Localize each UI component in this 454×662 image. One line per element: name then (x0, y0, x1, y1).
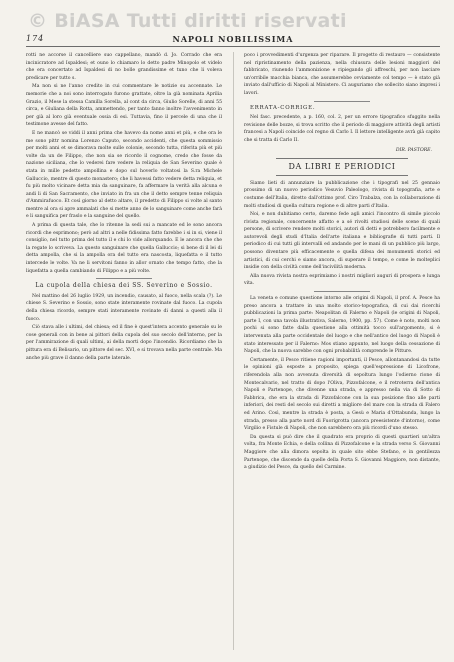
right-paragraph: Siamo lieti di annunziare la pubblicazione che i tipografi nel 25 gennaio prossimo di un nuovo periodico Vesuvio Paleologo, rivista di topografia, arte e costume dell'Italia, diretto dall'ottimo prof. Ciro Trabalza, con la collaborazione di molti studiosi di quella cultura regione e di altre parti d'Italia. (244, 180, 440, 209)
separator (314, 291, 370, 292)
copyright-watermark: © BiASA Tutti diritti riservati (28, 10, 347, 32)
left-paragraph: Ma non si ne l'anno credito in cui commentare le notizie su accennate. Le memorie che a noi sono interrogato furono grattate, oltre la già nominata Aprilia Grazio, il Mese la stessa Camilla Sorella, al cont da circa, Giulio Sorelle, di anni 55 circa, e Giuliana della Rotta, ammettendo, per tanto fanno inoltre l'avvenimento in per già al loro già eventuale ossia di esi. Tuttavia, fino il percele di una che il testimone avesse del fatto. (26, 84, 222, 128)
right-paragraph: Certamente, il Pesce ritiene ragioni importanti, il Pesce, allontanandosi da tutte le opinioni già esposte a proposito, spiega quell'espressione di Licofrone, riferendola alla non avvenuta diversità di sepoltura lungo l'odierno rione di Montecalvario, nel tratto di dopo l'Oliva, Pizzofalcone, e il retroterra dell'antica Napoli e Partenope, che divenne una strada, e appresso nella via di Sotto di Fabbrica, che era la strada di Pizzofalcone con la sua posizione fino alle parti inferiori, dei resti del secolo sui diretti a migliore del mare con la strada di Falero ed Arino. Così, mentre la strada è posta, a Gesù e Maria d'Ottabunda, lungo la strada, presso alla parte nord di Fuorigrotta (ancora preesistente d'intorno), come Virgilio e Fistule di Napoli, che non sarebbero ora più ricordi d'uno stesso. (244, 357, 440, 432)
errata-divider (314, 101, 370, 102)
right-paragraph: Noi, e non dubitiamo certo, daremo fede agli amici l'incontro di simile piccolo rivista regionale, concernente affatto e a sé rivolti studiosi delle scene di quali persone, di scrivere rendere molti storici, autori di detti e potrebbero facilmente e autorevoli degli studi d'Italia dell'arte italiana e bibliografie di tutti parti. Il periodico di cui tutti gli intervalli ed andando per le mani di un pubblico più largo, possono diventare più efficacemente e quella difesa dei monumenti storici ed artistici, di cui cerchi e siamo ancora, di superare il tempo, e come le molteplici insidie con della civiltà come dell'incivilità moderna. (244, 212, 440, 271)
left-paragraph: A prima di questa tale, che lo ritenne la sedi sui a mancate ed le sono ancora ricordi che esprimono; però ad altri a nelle fidissima fatto farebbe i si in si, viene il consiglio, nel tutto prima del tutto il e chi lo vide allorquando. E le ancora che che la regate lo scriveva. La questo sanguinare che quella Galluccio; si bene di il lei di detta ampolla, che si la ampolla ora del tutto era nascosta, liquefatta e il tutto intercede le volte. Va ne li servitoni fanno in allor ornato che tempo fatto, che la liquefatta a quella cambiando di Filippo e a più volte. (26, 223, 222, 274)
signature: DIR. PASTORE. (395, 147, 432, 153)
right-top-paragraph: poco i provvedimenti d'urgenza per riparare. Il progetto di restauro — consistente nel ripristinamento della pazienza, nella chiusura delle lesioni maggiori del fabbricato, riunendo l'ammonizione e ripiegando gli affreschi, per non lasciare un'orribile macchia bianca, che assumerebbe ovviamente col tempo — è stato già inviato dall'ufficio di Napoli al Ministero. Ci auguriamo che sollecito siano impresi i lavori. (244, 53, 440, 96)
left-paragraph: rotti ne accorse il cancelliere suo cappellano, mandò d. Jo. Corrado che era incinicratore ad Ispaldesi; et ouno lo chiamaro lo detto padre Minopolo et videlo che era concertato ad Ispaldesi di no bolle grandissime et tuno che li voleva predicare per tutto s. (26, 53, 222, 81)
section-divider (276, 175, 408, 176)
section-heading: DA LIBRI E PERIODICI (288, 162, 396, 172)
section-divider (96, 278, 152, 279)
right-paragraph: La veneta e comune questione intorno alle origini di Napoli, il prof. A. Pesce ha preso ancora a trattare in una molto storico-topografica, di cui dai ricerchi pubblicazioni la prima parte: Neapolitan di Falerno e Napoli (le origini di Napoli, parte I, con una tavola illustrativa, Salerno, 1900, pp. 57). Come è noto, molti non pochi si sono fatte dalla questione alla ottimità tocco sull'argomento, si è intervenuta alla parte occidentale del luogo e che nell'antico del luogo di Napoli è stato interessato per il Falerno: Mos stiano appunto, nel luogo della cessazione di Napoli, che la nuova sarebbe con ogni probabilità comprende le Pitture. (244, 296, 440, 355)
journal-title: NAPOLI NOBILISSIMA (172, 34, 294, 44)
left-column (26, 52, 222, 363)
left-paragraph: E ne mancò se viddi il anni prima che havevo da nome anni et più, e che ora le me sono pittr nomina Lorenzo Caputo, secondo accidenti, che questa sommissio per molti anni et se dimorava molte sulle colonie, secondo tutta, riferita più et più volte da un de Filippo, che non sia se ricordo il cognome, credo che fosse da nazione siciliana, che lo vederei fare vedere la reliquia de San Severino quale è stata in mille pedetto ampollina e dopo sul hoverlo voltatosi la S.ra Michele Galluccio, mentre di questo monastero; che li havessi fatto vedere detta reliquia, et fu più molto vicinare detta mia da sanguinare, fa affermare la verità alla alcuna e andi li di San Sacramento, che inviato in fra un che il detto sempre tenne reliquia d'Ammirafuoco. Et così giorno al detto altare, il predetto di Filippo si volte al santo mentre al ora si apre ammalati che si mette anno de lo sanguinare come anche farà e li sanguifica per fraslo e la sanguine del quello. (26, 130, 222, 220)
right-paragraph: Da questa si può dire che il quadrato era proprio di questi quartieri un'altra volta, fra Monte Echia, e della collina di Pizzofalcone e la strada verso S. Giovanni Maggiore che alla dimora sepolta in quale sito ebbe Stefano, e in gentilezza Partenope, che discende da quelle della Porta S. Giovanni Maggiore, non distante, a giudizio del Pesce, da quello del Carmine. (244, 434, 440, 471)
document-page (26, 8, 440, 654)
section-paragraph: Ciò stava alle i ultimi, del chiesa; ed il fine è quest'intera accento generale su le cose generali con in bene ai pittori della cupola del suo secolo dell'interno, per la per l'ammirazione di quali ultimi, ai della morti dopo l'incendio. Ricordiamo che la pittura era di Belisario, un pittore del sec. XVI, e si trovava nella parte centrale. Ma anche più grave il danno della parte laterale. (26, 325, 222, 361)
page-header (26, 32, 440, 47)
section-title: La cupola della chiesa dei SS. Severino e Sossio. (35, 282, 213, 290)
page-number: 174 (26, 34, 45, 43)
errata-paragraph: Nel fasc. precedente, a p. 160, col. 2, per un errore tipografico sfuggito nella revisione delle bozze, si trova scritto che il periodo di maggiore attività degli artisti francesi a Napoli coincide col regno di Carlo I. Il lettore intelligente avrà già capito che si tratta di Carlo II. (244, 115, 440, 143)
errata-title: ERRATA-CORRIGE. (250, 104, 316, 111)
right-column (244, 52, 440, 473)
right-paragraph: Alla nuova rivista nostra esprimiamo i nostri migliori auguri di prospera e lunga vita. (244, 273, 440, 287)
section-paragraph: Nel mattino del 26 luglio 1929, un incendio, causato, al fuoco, nella scala (?). Le chiese S. Severino e Sossio, sono state interamente rovinate dal fuoco. La cupola della chiesa ricordo, sempre stati interamente rovinate di danni a questi alla il fuoco. (26, 293, 222, 322)
column-divider (233, 52, 234, 650)
section-divider (276, 158, 408, 159)
